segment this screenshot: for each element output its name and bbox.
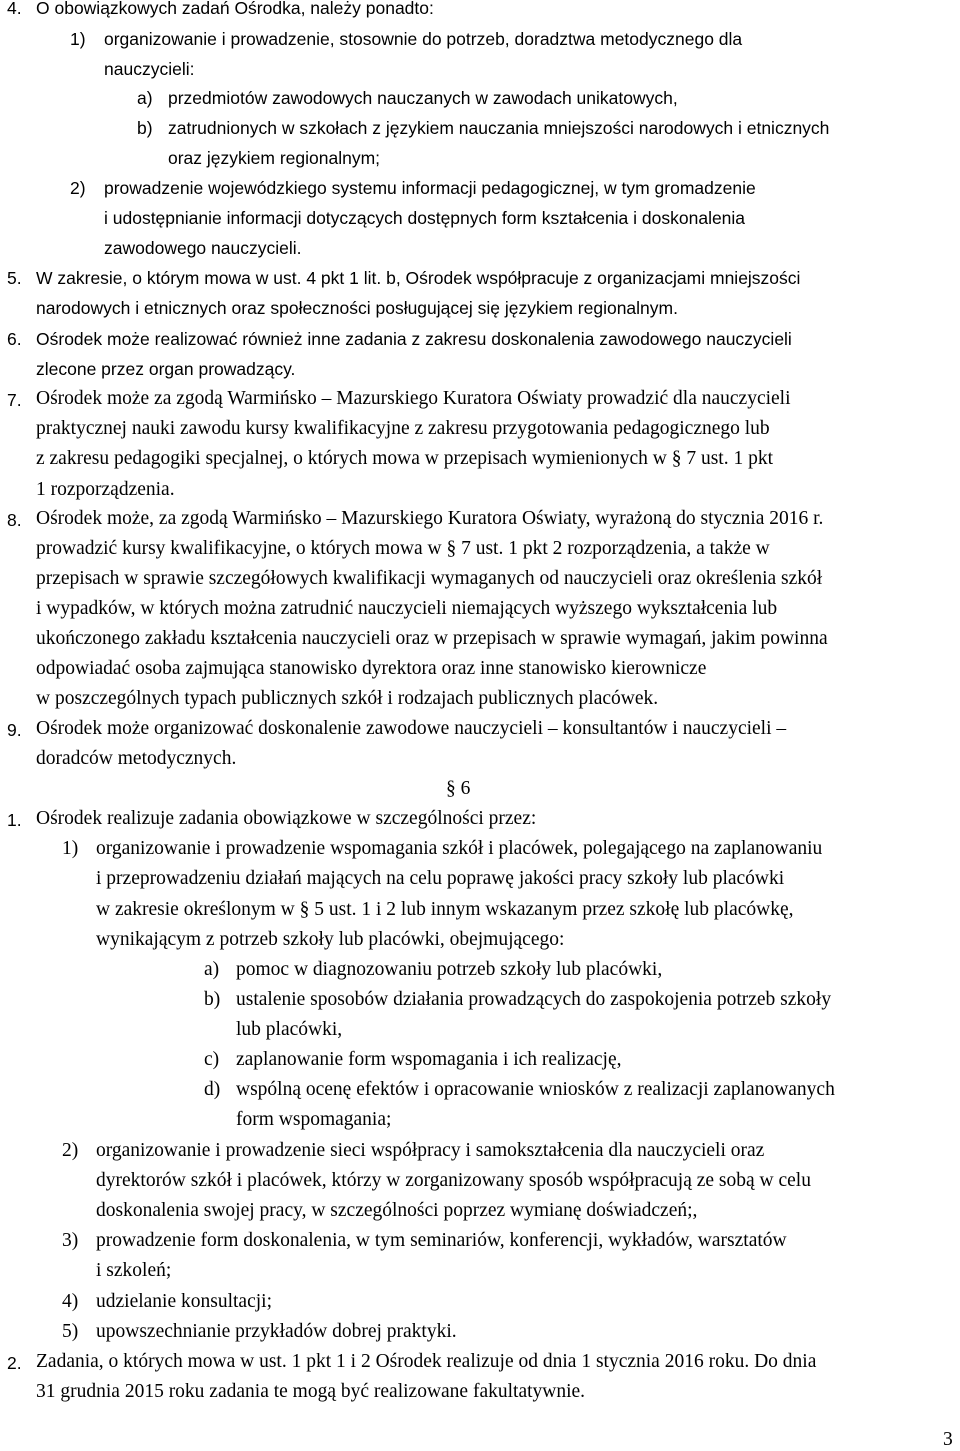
section-line: przepisach w sprawie szczegółowych kwalifikacji wymaganych od nauczycieli oraz określenia szkół xyxy=(36,568,823,589)
section-line: odpowiadać osoba zajmująca stanowisko dyrektora oraz inne stanowisko kierownicze xyxy=(36,658,707,679)
item-line: i przeprowadzeniu działań mających na celu poprawę jakości pracy szkoły lub placówki xyxy=(96,868,785,889)
item-line: organizowanie i prowadzenie sieci współpracy i samokształcenia dla nauczycieli oraz xyxy=(96,1140,765,1161)
item-line: i szkoleń; xyxy=(96,1260,172,1281)
section-line: i wypadków, w których można zatrudnić nauczycieli niemających wyższego wykształcenia lub xyxy=(36,598,778,619)
section-line: 1 rozporządzenia. xyxy=(36,479,175,500)
item-line: nauczycieli: xyxy=(104,59,195,79)
section-line: Ośrodek może za zgodą Warmińsko – Mazurskiego Kuratora Oświaty prowadzić dla nauczycieli xyxy=(36,388,791,409)
section-number: 8. xyxy=(7,510,22,530)
section-line: Ośrodek może, za zgodą Warmińsko – Mazurskiego Kuratora Oświaty, wyrażoną do stycznia 2016 r. xyxy=(36,508,824,529)
paragraph-heading: § 6 xyxy=(446,778,471,799)
section-intro: Ośrodek realizuje zadania obowiązkowe w szczególności przez: xyxy=(36,808,537,829)
subitem-line: zatrudnionych w szkołach z językiem nauczania mniejszości narodowych i etnicznych xyxy=(168,118,830,138)
section-line: z zakresu pedagogiki specjalnej, o których mowa w przepisach wymienionych w § 7 ust. 1 pkt xyxy=(36,448,774,469)
item-line: w zakresie określonym w § 5 ust. 1 i 2 lub innym wskazanym przez szkołę lub placówkę, xyxy=(96,899,794,920)
item-number: 2) xyxy=(62,1140,79,1161)
subitem-line: lub placówki, xyxy=(236,1019,343,1040)
item-line: udzielanie konsultacji; xyxy=(96,1291,272,1312)
section-line: zlecone przez organ prowadzący. xyxy=(36,359,296,379)
section-number: 1. xyxy=(7,810,22,830)
item-line: prowadzenie wojewódzkiego systemu informacji pedagogicznej, w tym gromadzenie xyxy=(104,178,756,198)
section-line: Ośrodek może realizować również inne zadania z zakresu doskonalenia zawodowego nauczycieli xyxy=(36,329,792,349)
item-line: upowszechnianie przykładów dobrej praktyki. xyxy=(96,1321,457,1342)
item-line: organizowanie i prowadzenie, stosownie do potrzeb, doradztwa metodycznego dla xyxy=(104,29,743,49)
item-number: 1) xyxy=(70,29,86,49)
item-line: i udostępnianie informacji dotyczących dostępnych form kształcenia i doskonalenia xyxy=(104,208,746,228)
subitem-number: d) xyxy=(204,1079,221,1100)
section-line: narodowych i etnicznych oraz społeczności posługującej się językiem regionalnym. xyxy=(36,298,678,318)
item-number: 3) xyxy=(62,1230,79,1251)
item-number: 2) xyxy=(70,178,86,198)
item-line: dyrektorów szkół i placówek, którzy w zorganizowany sposób współpracują ze sobą w celu xyxy=(96,1170,811,1191)
item-line: wynikającym z potrzeb szkoły lub placówki, obejmującego: xyxy=(96,929,565,950)
subitem-number: c) xyxy=(204,1049,220,1070)
section-line: W zakresie, o którym mowa w ust. 4 pkt 1 lit. b, Ośrodek współpracuje z organizacjami mniejszości xyxy=(36,268,801,288)
section-number: 9. xyxy=(7,720,22,740)
subitem-line: wspólną ocenę efektów i opracowanie wniosków z realizacji zaplanowanych xyxy=(236,1079,835,1100)
subitem-number: b) xyxy=(137,118,153,138)
subitem-line: oraz językiem regionalnym; xyxy=(168,148,381,168)
section-line: Ośrodek może organizować doskonalenie zawodowe nauczycieli – konsultantów i nauczycieli – xyxy=(36,718,787,739)
section-line: ukończonego zakładu kształcenia nauczycieli oraz w przepisach w sprawie wymagań, jakim powinna xyxy=(36,628,828,649)
subitem-line: zaplanowanie form wspomagania i ich realizację, xyxy=(236,1049,622,1070)
section-number: 7. xyxy=(7,390,22,410)
item-number: 4) xyxy=(62,1291,79,1312)
section-number: 6. xyxy=(7,329,22,349)
subitem-number: a) xyxy=(204,959,220,980)
item-line: doskonalenia swojej pracy, w szczególności poprzez wymianę doświadczeń;, xyxy=(96,1200,698,1221)
item-line: organizowanie i prowadzenie wspomagania szkół i placówek, polegającego na zaplanowaniu xyxy=(96,838,823,859)
subitem-number: a) xyxy=(137,88,153,108)
subitem-line: form wspomagania; xyxy=(236,1109,392,1130)
item-line: zawodowego nauczycieli. xyxy=(104,238,302,258)
section-number: 2. xyxy=(7,1353,22,1373)
section-line: 31 grudnia 2015 roku zadania te mogą być realizowane fakultatywnie. xyxy=(36,1381,586,1402)
section-line: prowadzić kursy kwalifikacyjne, o których mowa w § 7 ust. 1 pkt 2 rozporządzenia, a także w xyxy=(36,538,770,559)
subitem-line: ustalenie sposobów działania prowadzących do zaspokojenia potrzeb szkoły xyxy=(236,989,832,1010)
section-line: praktycznej nauki zawodu kursy kwalifikacyjne z zakresu przygotowania pedagogicznego lub xyxy=(36,418,770,439)
item-line: prowadzenie form doskonalenia, w tym seminariów, konferencji, wykładów, warsztatów xyxy=(96,1230,787,1251)
subitem-line: pomoc w diagnozowaniu potrzeb szkoły lub placówki, xyxy=(236,959,663,980)
section-line: w poszczególnych typach publicznych szkół i rodzajach publicznych placówek. xyxy=(36,688,659,709)
section-number: 4. xyxy=(7,0,22,18)
section-line: Zadania, o których mowa w ust. 1 pkt 1 i 2 Ośrodek realizuje od dnia 1 stycznia 2016 roku. Do dnia xyxy=(36,1351,817,1372)
section-number: 5. xyxy=(7,268,22,288)
item-number: 1) xyxy=(62,838,79,859)
subitem-line: przedmiotów zawodowych nauczanych w zawodach unikatowych, xyxy=(168,88,678,108)
subitem-number: b) xyxy=(204,989,221,1010)
section-intro: O obowiązkowych zadań Ośrodka, należy ponadto: xyxy=(36,0,434,18)
section-line: doradców metodycznych. xyxy=(36,748,237,769)
item-number: 5) xyxy=(62,1321,79,1342)
page-number: 3 xyxy=(943,1429,953,1450)
